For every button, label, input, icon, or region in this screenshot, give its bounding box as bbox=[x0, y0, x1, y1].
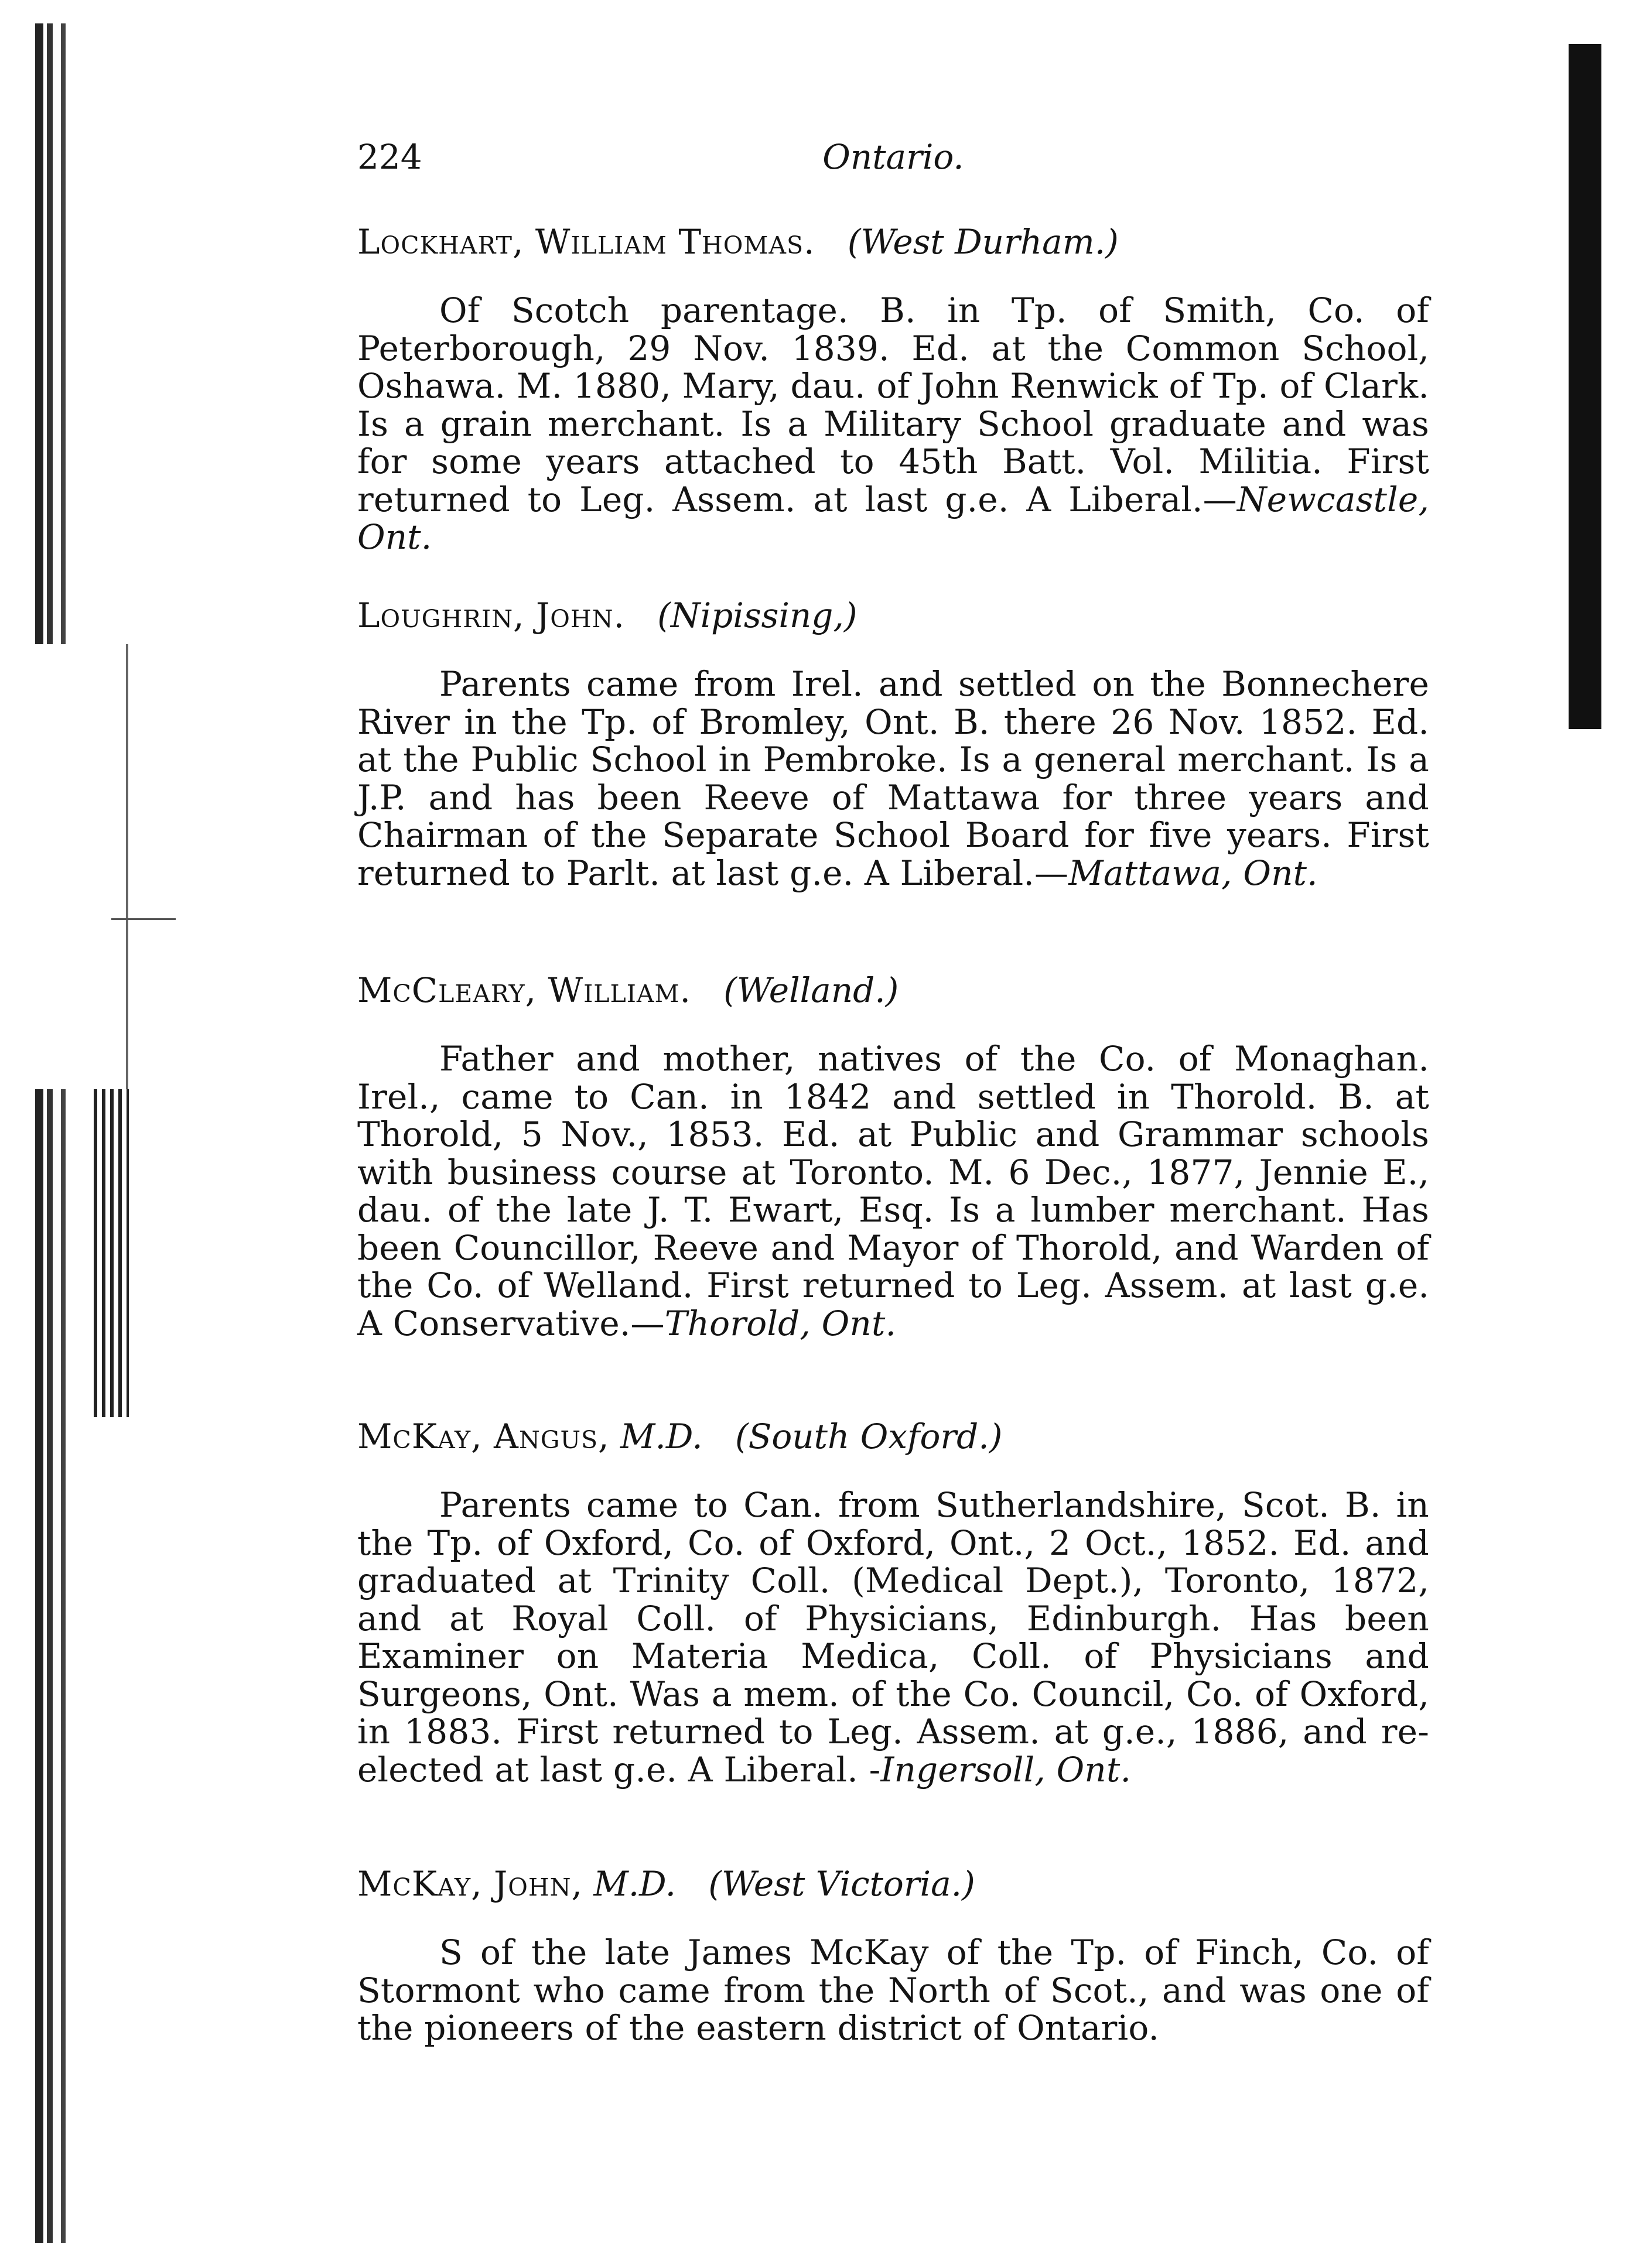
entry-lockhart bbox=[357, 221, 1429, 556]
entry-heading bbox=[357, 1863, 1429, 1904]
entry-constituency: (Nipissing,) bbox=[657, 596, 858, 635]
entry-heading bbox=[357, 221, 1429, 262]
entry-biography bbox=[357, 1040, 1429, 1342]
entry-name: Loughrin, John. bbox=[357, 596, 625, 635]
entry-name: Lockhart, William Thomas. bbox=[357, 222, 815, 262]
entry-heading bbox=[357, 970, 1429, 1011]
entry-name: McCleary, William. bbox=[357, 970, 691, 1010]
entry-mccleary bbox=[357, 970, 1429, 1342]
scan-edge-gap bbox=[35, 644, 123, 1089]
entry-constituency: (South Oxford.) bbox=[735, 1417, 1003, 1456]
entry-title: M.D. bbox=[593, 1864, 677, 1904]
entry-residence: Mattawa, Ont. bbox=[1068, 853, 1318, 893]
running-title: Ontario. bbox=[822, 137, 964, 177]
entry-bio-text: S of the late James McKay of the Tp. of Finch, Co. of Stormont who came from the North of Scot., and was one of the pioneers of the eastern district of Ontario. bbox=[357, 1932, 1429, 2048]
entry-residence: Ingersoll, Ont. bbox=[880, 1749, 1132, 1790]
entry-biography bbox=[357, 1934, 1429, 2047]
page-number: 224 bbox=[357, 137, 422, 177]
entry-mckay-angus bbox=[357, 1416, 1429, 1788]
entry-biography bbox=[357, 665, 1429, 892]
scan-edge-line bbox=[126, 644, 128, 1089]
entry-name: McKay, John, bbox=[357, 1864, 583, 1904]
entry-biography bbox=[357, 1486, 1429, 1788]
entry-loughrin bbox=[357, 595, 1429, 892]
entry-heading bbox=[357, 1416, 1429, 1457]
page-header bbox=[357, 137, 1429, 190]
entry-constituency: (Welland.) bbox=[723, 970, 899, 1010]
entry-bio-text: Of Scotch parentage. B. in Tp. of Smith, Co. of Peterborough, 29 Nov. 1839. Ed. at the Common School, Oshawa. M. 1880, Mary, dau. of John Renwick of Tp. of Clark. Is a grain merchant. Is a Military School graduate and was for some years attached to 45th Batt. Vol. Militia. First returned to Leg. Assem. at last g.e. A Liberal.— bbox=[357, 290, 1429, 519]
scan-edge-tick bbox=[111, 918, 176, 920]
scan-right-artifact bbox=[1569, 44, 1601, 729]
entry-residence: Newcastle, Ont. bbox=[357, 479, 1429, 557]
entry-title: M.D. bbox=[620, 1417, 703, 1456]
entry-constituency: (West Victoria.) bbox=[708, 1864, 975, 1904]
scan-edge-bars bbox=[94, 1089, 129, 1417]
entry-bio-text: Parents came from Irel. and settled on the Bonnechere River in the Tp. of Bromley, Ont. B. there 26 Nov. 1852. Ed. at the Public School in Pembroke. Is a general merchant. Is a J.P. and has been Reeve of Mattawa for three years and Chairman of the Separate School Board for five years. First returned to Parlt. at last g.e. A Liberal.— bbox=[357, 664, 1429, 893]
entry-heading bbox=[357, 595, 1429, 636]
entry-biography bbox=[357, 292, 1429, 556]
entry-residence: Thorold, Ont. bbox=[664, 1303, 897, 1343]
entry-bio-text: Parents came to Can. from Sutherlandshire, Scot. B. in the Tp. of Oxford, Co. of Oxford, Ont., 2 Oct., 1852. Ed. and graduated at Trinity Coll. (Medical Dept.), Toronto, 1872, and at Royal Coll. of Physicians, Edinburgh. Has been Examiner on Materia Medica, Coll. of Physicians and Surgeons, Ont. Was a mem. of the Co. Council, Co. of Oxford, in 1883. First returned to Leg. Assem. at g.e., 1886, and re-elected at last g.e. A Liberal. - bbox=[357, 1485, 1429, 1790]
entry-name: McKay, Angus, bbox=[357, 1417, 610, 1456]
entry-bio-text: Father and mother, natives of the Co. of Monaghan. Irel., came to Can. in 1842 and settled in Thorold. B. at Thorold, 5 Nov., 1853. Ed. at Public and Grammar schools with business course at Toronto. M. 6 Dec., 1877, Jennie E., dau. of the late J. T. Ewart, Esq. Is a lumber merchant. Has been Councillor, Reeve and Mayor of Thorold, and Warden of the Co. of Welland. First returned to Leg. Assem. at last g.e. A Conservative.— bbox=[357, 1039, 1429, 1343]
entry-mckay-john bbox=[357, 1863, 1429, 2047]
entry-constituency: (West Durham.) bbox=[847, 222, 1119, 262]
